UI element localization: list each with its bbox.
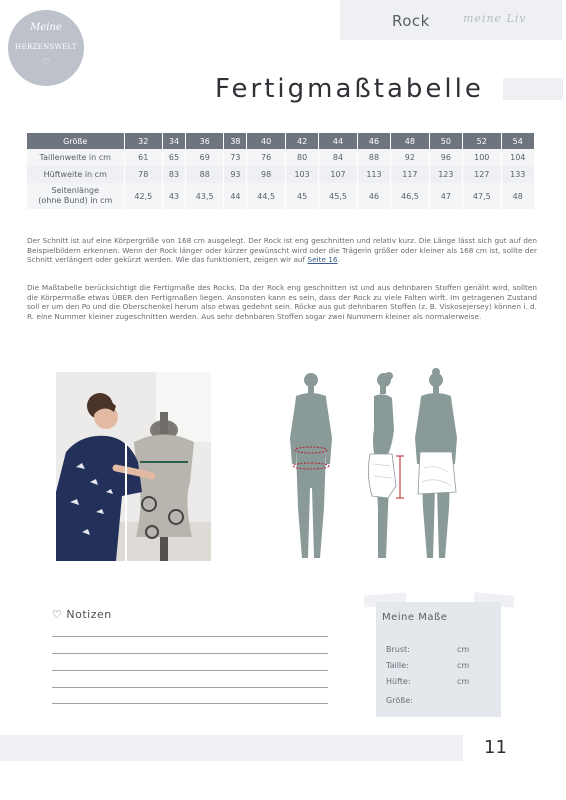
row-label — [27, 183, 124, 209]
table-cell: 44 — [224, 183, 247, 209]
table-cell: 83 — [163, 166, 186, 183]
table-row — [27, 183, 535, 209]
table-cell: 47 — [429, 183, 462, 209]
brand-logo — [8, 10, 84, 86]
row-label: Taillenweite in cm — [27, 149, 124, 166]
table-cell: 80 — [285, 149, 318, 166]
table-cell: 113 — [357, 166, 390, 183]
table-row — [27, 166, 535, 183]
table-cell: 76 — [247, 149, 286, 166]
table-cell: 61 — [124, 149, 163, 166]
size-col: 40 — [247, 133, 286, 149]
measurement-label: Taille: — [386, 661, 409, 670]
table-cell: 43,5 — [185, 183, 224, 209]
table-cell: 88 — [357, 149, 390, 166]
intro-end: . — [337, 255, 340, 265]
logo-line1: Meine — [30, 22, 62, 33]
table-cell: 69 — [185, 149, 224, 166]
table-header-row — [27, 133, 535, 149]
intro-text: Der Schnitt ist auf eine Körpergröße von 168 cm ausgelegt. Der Rock ist eng geschnitten und relativ kurz. Die Länge lässt sich gut auf den Beispielbildern erkennen. Wenn der Rock länger oder kürzer gewünscht wird oder die Trägerin größer oder kleiner als 168 cm ist, sollte der Schnitt verlängert oder gekürzt werden. Wie das funktioniert, zeigen wir auf — [27, 236, 537, 265]
table-cell: 127 — [463, 166, 502, 183]
notes-line — [52, 670, 328, 671]
size-col: 48 — [391, 133, 430, 149]
table-cell: 104 — [501, 149, 534, 166]
intro-paragraph — [27, 236, 537, 265]
notes-heading — [52, 608, 112, 621]
table-cell: 46,5 — [391, 183, 430, 209]
table-cell: 78 — [124, 166, 163, 183]
logo-line2: HERZENSWELT — [15, 43, 77, 51]
size-col: 50 — [429, 133, 462, 149]
notes-line — [52, 687, 328, 688]
heart-icon: ♡ — [41, 58, 51, 68]
table-row — [27, 149, 535, 166]
size-header-label: Größe — [27, 133, 124, 149]
table-cell: 123 — [429, 166, 462, 183]
table-cell: 43 — [163, 183, 186, 209]
table-cell: 45 — [285, 183, 318, 209]
table-cell: 46 — [357, 183, 390, 209]
table-cell: 84 — [319, 149, 358, 166]
table-cell: 88 — [185, 166, 224, 183]
table-cell: 65 — [163, 149, 186, 166]
measurement-label: Hüfte: — [386, 677, 411, 686]
table-cell: 103 — [285, 166, 318, 183]
size-col: 32 — [124, 133, 163, 149]
size-col: 52 — [463, 133, 502, 149]
body-figures-illustration — [278, 368, 466, 564]
size-table — [27, 133, 535, 209]
measurement-unit: cm — [457, 645, 470, 654]
header-banner — [340, 0, 562, 40]
table-cell: 100 — [463, 149, 502, 166]
measurement-unit: cm — [457, 661, 470, 670]
notes-line — [52, 703, 328, 704]
notes-title: Notizen — [66, 608, 112, 621]
size-col: 44 — [319, 133, 358, 149]
row-label-line1: Seitenlänge — [51, 186, 100, 195]
size-col: 54 — [501, 133, 534, 149]
table-cell: 73 — [224, 149, 247, 166]
measurements-title: Meine Maße — [382, 612, 448, 623]
size-col: 38 — [224, 133, 247, 149]
table-cell: 117 — [391, 166, 430, 183]
size-col: 34 — [163, 133, 186, 149]
table-cell: 42,5 — [124, 183, 163, 209]
measurement-label: Brust: — [386, 645, 410, 654]
measurement-label: Größe: — [386, 696, 413, 705]
table-cell: 133 — [501, 166, 534, 183]
table-cell: 48 — [501, 183, 534, 209]
table-cell: 98 — [247, 166, 286, 183]
footer-bar — [0, 735, 463, 761]
sewing-photo-illustration — [56, 372, 211, 561]
table-cell: 45,5 — [319, 183, 358, 209]
fit-paragraph: Die Maßtabelle berücksichtigt die Fertigmaße des Rocks. Da der Rock eng geschnitten ist und aus dehnbaren Stoffen genäht wird, sollten die Körpermaße etwas ÜBER den Fertigmaßen liegen. Ansonsten kann es sein, dass der Rock zu viele Falten wirft. Im getragenen Zustand soll er um den Po und die Oberschenkel herum also etwas gedehnt sein. Röcke aus gut dehnbaren Stoffen (z. B. Viskosejersey) können i. d. R. eine Nummer kleiner zugeschnitten werden. Aus sehr dehnbaren Stoffen sogar zwei Nummern kleiner als normalerweise. — [27, 283, 537, 321]
notes-line — [52, 653, 328, 654]
size-col: 42 — [285, 133, 318, 149]
size-col: 46 — [357, 133, 390, 149]
body-figures — [278, 368, 466, 564]
table-cell: 44,5 — [247, 183, 286, 209]
size-col: 36 — [185, 133, 224, 149]
row-label-line2: (ohne Bund) in cm — [38, 196, 113, 205]
table-cell: 93 — [224, 166, 247, 183]
heart-icon: ♡ — [52, 608, 63, 621]
table-cell: 107 — [319, 166, 358, 183]
sewing-photo — [56, 372, 211, 561]
table-cell: 96 — [429, 149, 462, 166]
page-number: 11 — [484, 737, 507, 758]
measurement-unit: cm — [457, 677, 470, 686]
row-label: Hüftweite in cm — [27, 166, 124, 183]
page-title: Fertigmaßtabelle — [215, 74, 484, 104]
section-title: Rock — [392, 12, 430, 30]
notes-line — [52, 636, 328, 637]
table-cell: 47,5 — [463, 183, 502, 209]
table-cell: 92 — [391, 149, 430, 166]
page-link[interactable]: Seite 16 — [307, 255, 338, 265]
brand-script: meine Liv — [463, 12, 527, 25]
title-accent-bar — [503, 78, 563, 100]
